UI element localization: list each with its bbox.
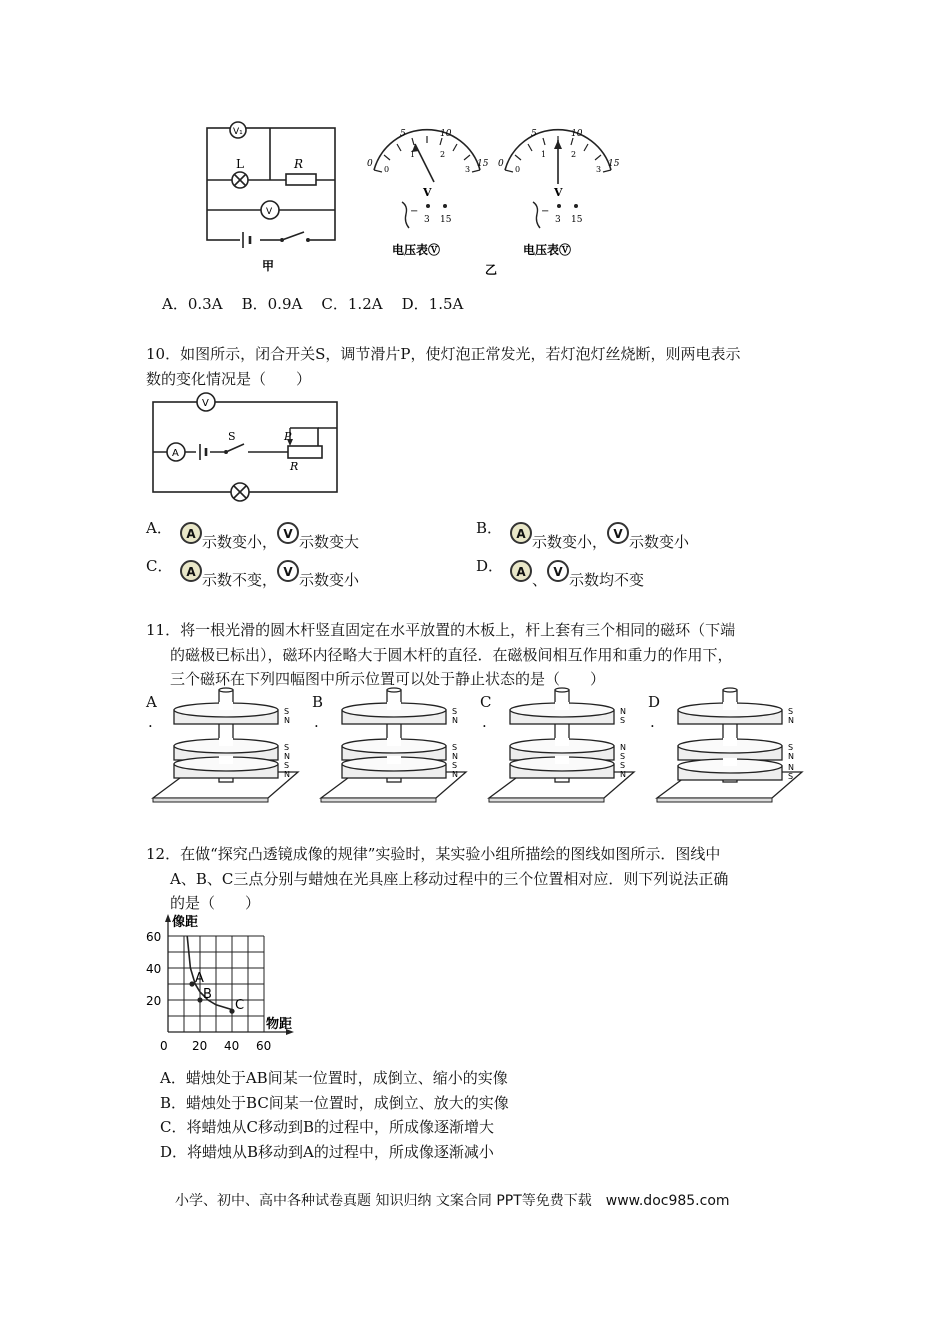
y-axis-arrow xyxy=(165,914,171,922)
q9-circuit-diagram xyxy=(200,118,350,280)
q9-m2-tick-15: 15 xyxy=(608,159,620,169)
pole-label: N xyxy=(788,763,794,772)
q12-option-c: C．将蜡烛从C移动到B的过程中，所成像逐渐增大 xyxy=(160,1118,494,1136)
q11-stem-line2: 的磁极已标出），磁环内径略大于圆木杆的直径．在磁极间相互作用和重力的作用下， xyxy=(170,646,733,664)
q12-option-a: A．蜡烛处于AB间某一位置时，成倒立、缩小的实像 xyxy=(160,1069,508,1087)
q9-meter-2 xyxy=(485,122,623,277)
y-tick-label: 20 xyxy=(146,994,162,1008)
q9-m1-tick-15: 15 xyxy=(477,159,489,169)
q9-m2-v: V xyxy=(554,186,563,199)
q9-options xyxy=(162,292,463,316)
voltmeter-icon: V xyxy=(547,560,569,582)
point-label-A: A xyxy=(195,971,204,986)
q10-option-d-letter: D． xyxy=(476,557,504,575)
q11-option-b-letter: B xyxy=(312,693,324,711)
q9-m1-tick-1: 1 xyxy=(410,150,416,159)
q10-option-b-body xyxy=(510,520,690,551)
pole-label: S xyxy=(620,716,626,725)
q12-option-d: D．将蜡烛从B移动到A的过程中，所成像逐渐减小 xyxy=(160,1143,494,1161)
q11-option-a-letter: A xyxy=(146,693,157,711)
pole-label: N xyxy=(620,770,626,779)
q9-m2-tick-5: 5 xyxy=(531,129,537,139)
q11-option-b-dot: . xyxy=(314,713,319,731)
q11-option-c-dot: . xyxy=(482,713,487,731)
q10-option-c-body xyxy=(180,558,360,589)
q11-option-c-letter: C xyxy=(480,693,492,711)
point-C xyxy=(229,1009,234,1014)
pole-label: N xyxy=(452,752,458,761)
voltmeter-icon: V xyxy=(277,522,299,544)
q9-m2-caption: 电压表Ⓥ xyxy=(523,243,572,257)
q11-figure-a xyxy=(148,688,308,804)
q11-option-d-dot: . xyxy=(650,713,655,731)
y-tick-label: 60 xyxy=(146,930,162,944)
pole-label: N xyxy=(620,707,626,716)
point-label-B: B xyxy=(203,987,212,1002)
q9-m2-tick-2: 2 xyxy=(571,150,577,159)
q9-option-c: C．1.2A xyxy=(321,295,383,313)
q9-m1-v: V xyxy=(423,186,432,199)
q9-m2-tick-3: 3 xyxy=(596,165,602,174)
q10-fig-a: A xyxy=(172,448,179,459)
wooden-board-edge xyxy=(153,798,268,802)
q9-m1-tick-2: 2 xyxy=(440,150,446,159)
q11-option-a-dot: . xyxy=(148,713,153,731)
voltmeter-icon: V xyxy=(277,560,299,582)
q9-option-a: A．0.3A xyxy=(162,295,223,313)
q12-chart xyxy=(140,912,300,1054)
q11-figure-b xyxy=(316,688,476,804)
q11-option-d-letter: D xyxy=(648,693,661,711)
q10-option-a-body xyxy=(180,520,360,551)
q10-fig-p: P xyxy=(284,430,292,443)
pole-label: S xyxy=(452,707,458,716)
point-label-C: C xyxy=(235,998,245,1014)
q12-stem-line3: 的是（ ） xyxy=(170,894,261,912)
wooden-board-edge xyxy=(321,798,436,802)
x-tick-label: 20 xyxy=(192,1039,208,1053)
pole-label: S xyxy=(284,743,290,752)
q10-stem-line1: 10．如图所示，闭合开关S，调节滑片P，使灯泡正常发光，若灯泡灯丝烧断，则两电表示 xyxy=(146,345,741,363)
q10-option-a-text1: 示数变小， xyxy=(202,533,278,551)
q9-resistor-label: R xyxy=(294,157,304,171)
voltmeter-icon: V xyxy=(607,522,629,544)
q9-m1-caption: 电压表Ⓥ xyxy=(392,243,441,257)
ammeter-icon: A xyxy=(510,522,532,544)
q10-fig-v: V xyxy=(202,398,209,409)
q10-option-c-text2: 示数变小 xyxy=(299,571,360,589)
q12-stem-line2: A、B、C三点分别与蜡烛在光具座上移动过程中的三个位置相对应．则下列说法正确 xyxy=(170,870,729,888)
q9-m2-tick-0b: 0 xyxy=(515,165,521,174)
q9-m1-term-3: 3 xyxy=(424,215,430,225)
point-A xyxy=(189,981,194,986)
q10-option-d-body xyxy=(510,558,645,589)
q10-option-c xyxy=(146,554,172,578)
q9-m2-tick-1: 1 xyxy=(541,150,547,159)
x-axis-label: 物距 xyxy=(266,1017,293,1032)
pole-label: N xyxy=(788,716,794,725)
pole-label: S xyxy=(788,743,794,752)
pole-label: N xyxy=(452,716,458,725)
q9-lamp-label: L xyxy=(236,157,244,171)
q10-option-b xyxy=(476,516,502,540)
q10-option-b-text1: 示数变小， xyxy=(532,533,608,551)
q11-stem-line1: 11．将一根光滑的圆木杆竖直固定在水平放置的木板上，杆上套有三个相同的磁环（下端 xyxy=(146,621,736,639)
q10-stem-line2: 数的变化情况是（ ） xyxy=(146,370,312,388)
q9-m2-term-15: 15 xyxy=(571,215,583,225)
x-tick-label: 0 xyxy=(160,1039,168,1053)
q9-fig-jia: 甲 xyxy=(262,259,275,273)
pole-label: S xyxy=(788,772,794,781)
q10-option-a-letter: A． xyxy=(146,519,172,537)
pole-label: S xyxy=(452,761,458,770)
x-tick-label: 60 xyxy=(256,1039,272,1053)
y-tick-label: 40 xyxy=(146,962,162,976)
q10-option-c-letter: C． xyxy=(146,557,173,575)
q10-option-d-text2: 示数均不变 xyxy=(569,571,645,589)
q11-figure-d xyxy=(652,688,822,804)
q10-option-a-text2: 示数变大 xyxy=(299,533,360,551)
pole-label: S xyxy=(620,761,626,770)
pole-label: S xyxy=(788,707,794,716)
q9-m1-tick-10: 10 xyxy=(440,129,452,139)
q9-option-d: D．1.5A xyxy=(401,295,464,313)
q9-m1-tick-3: 3 xyxy=(465,165,471,174)
pole-label: S xyxy=(284,707,290,716)
pole-label: S xyxy=(452,743,458,752)
q10-option-a xyxy=(146,516,172,540)
q9-m2-tick-0: 0 xyxy=(498,159,504,169)
q10-option-d-text1: 、 xyxy=(532,571,548,589)
q9-m2-tick-10: 10 xyxy=(571,129,583,139)
q10-option-d xyxy=(476,554,503,578)
q11-figure-c xyxy=(484,688,644,804)
pole-label: N xyxy=(284,770,290,779)
q9-fig-yi: 乙 xyxy=(485,263,498,277)
q10-fig-s: S xyxy=(228,430,236,443)
q10-circuit-diagram xyxy=(148,390,348,502)
q10-fig-r: R xyxy=(290,460,299,473)
pole-label: N xyxy=(284,716,290,725)
q11-stem-line3: 三个磁环在下列四幅图中所示位置可以处于静止状态的是（ ） xyxy=(170,670,606,688)
q9-m1-term-15: 15 xyxy=(440,215,452,225)
q9-m1-tick-0: 0 xyxy=(367,159,373,169)
q9-option-b: B．0.9A xyxy=(241,295,303,313)
q10-option-c-text1: 示数不变， xyxy=(202,571,278,589)
q9-m1-term-minus: − xyxy=(410,206,419,217)
y-axis-label: 像距 xyxy=(172,915,199,930)
q9-meter-1 xyxy=(362,122,492,262)
pole-label: N xyxy=(284,752,290,761)
pole-label: N xyxy=(620,743,626,752)
point-B xyxy=(197,997,202,1002)
q9-m2-term-minus: − xyxy=(541,206,550,217)
q12-stem-line1: 12．在做“探究凸透镜成像的规律”实验时，某实验小组所描绘的图线如图所示．图线中 xyxy=(146,845,721,863)
q9-m2-term-3: 3 xyxy=(555,215,561,225)
ammeter-icon: A xyxy=(510,560,532,582)
pole-label: N xyxy=(452,770,458,779)
q9-m1-tick-0b: 0 xyxy=(384,165,390,174)
ammeter-icon: A xyxy=(180,522,202,544)
page-footer: 小学、初中、高中各种试卷真题 知识归纳 文案合同 PPT等免费下载 www.doc985.com xyxy=(175,1193,730,1209)
x-tick-label: 40 xyxy=(224,1039,240,1053)
wooden-board-edge xyxy=(657,798,772,802)
pole-label: S xyxy=(284,761,290,770)
q9-v-label: V xyxy=(266,207,273,217)
ammeter-icon: A xyxy=(180,560,202,582)
q10-option-b-letter: B． xyxy=(476,519,503,537)
pole-label: S xyxy=(620,752,626,761)
pole-label: N xyxy=(788,752,794,761)
q9-v1-label: V₁ xyxy=(233,127,243,137)
q9-m1-tick-5: 5 xyxy=(400,129,406,139)
q12-option-b: B．蜡烛处于BC间某一位置时，成倒立、放大的实像 xyxy=(160,1094,509,1112)
q10-option-b-text2: 示数变小 xyxy=(629,533,690,551)
wooden-board-edge xyxy=(489,798,604,802)
